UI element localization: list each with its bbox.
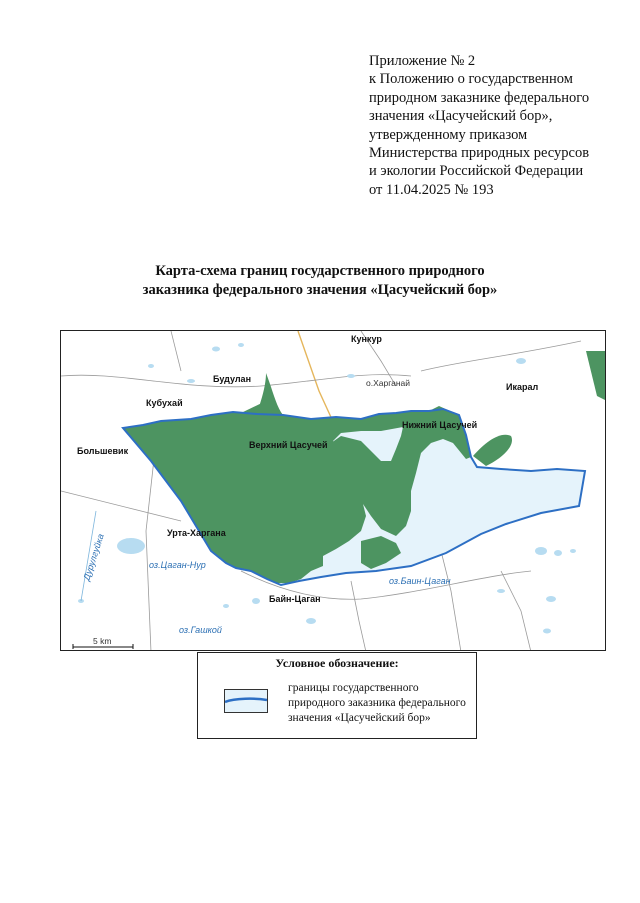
appendix-header (369, 52, 619, 199)
lake (187, 379, 195, 383)
legend (197, 652, 477, 739)
lake (223, 604, 229, 608)
legend-line: природного заказника федерального (288, 697, 466, 709)
lake (535, 547, 547, 555)
legend-line: значения «Цасучейский бор» (288, 712, 431, 724)
lake (516, 358, 526, 364)
title-line-2: заказника федерального значения «Цасучейский бор» (142, 282, 498, 298)
header-line: и экологии Российской Федерации (369, 163, 584, 180)
lake (212, 347, 220, 352)
forest-patch (473, 435, 512, 466)
road (441, 551, 461, 651)
label-bolshevik: Большевик (77, 446, 129, 456)
label-budulan: Будулан (213, 374, 251, 384)
road (171, 331, 181, 371)
header-line: утвержденному приказом (369, 126, 528, 143)
label-tsagan-nur: оз.Цаган-Нур (149, 560, 206, 570)
forest-patch (257, 373, 283, 415)
lake (252, 598, 260, 604)
lake (570, 549, 576, 553)
header-line: Министерства природных ресурсов (369, 145, 590, 162)
label-bain-tsagan-lake: оз.Баин-Цаган (389, 576, 451, 586)
header-line: Приложение № 2 (369, 53, 476, 69)
label-gashkoi: оз.Гашкой (179, 625, 222, 635)
map-canvas (61, 331, 606, 651)
label-durulguika: Дурулгуйка (81, 532, 106, 582)
label-ikaral: Икарал (506, 382, 539, 392)
lake (117, 538, 145, 554)
forest-patch (586, 351, 606, 401)
scale-bar (71, 635, 135, 649)
label-urta-khargana: Урта-Харгана (167, 528, 226, 538)
road (421, 341, 581, 371)
title-line-1: Карта-схема границ государственного природного (155, 263, 485, 279)
legend-boundary-swatch (224, 689, 268, 713)
header-line: значения «Цасучейский бор», (369, 108, 553, 125)
label-bain-tsagan: Байн-Цаган (269, 594, 321, 604)
scale-bar-label: 5 km (93, 636, 112, 646)
label-verkhny-tsasuchey: Верхний Цасучей (249, 440, 328, 450)
lake (148, 364, 154, 368)
label-kunkur: Кункур (351, 334, 382, 344)
label-khargana: о.Харганай (366, 378, 411, 388)
road (351, 581, 366, 651)
header-line: к Положению о государственном (369, 71, 573, 88)
map-title (0, 262, 640, 300)
header-line: природном заказнике федерального (369, 89, 590, 106)
lake (497, 589, 505, 593)
legend-line: границы государственного (288, 682, 419, 694)
lake (554, 550, 562, 556)
road (501, 571, 531, 651)
legend-text (288, 681, 474, 726)
road (146, 441, 156, 651)
boundary-line-sample (225, 699, 267, 702)
boundary-line-icon (225, 690, 267, 712)
header-line: от 11.04.2025 № 193 (369, 181, 494, 198)
lake (306, 618, 316, 624)
road (61, 491, 181, 521)
map-panel (60, 330, 606, 651)
legend-title: Условное обозначение: (275, 656, 399, 670)
lake (238, 343, 244, 347)
lake (546, 596, 556, 602)
lake (543, 629, 551, 634)
lake (347, 374, 355, 378)
label-nizhny-tsasuchey: Нижний Цасучей (402, 420, 478, 430)
label-kubukhai: Кубухай (146, 398, 183, 408)
